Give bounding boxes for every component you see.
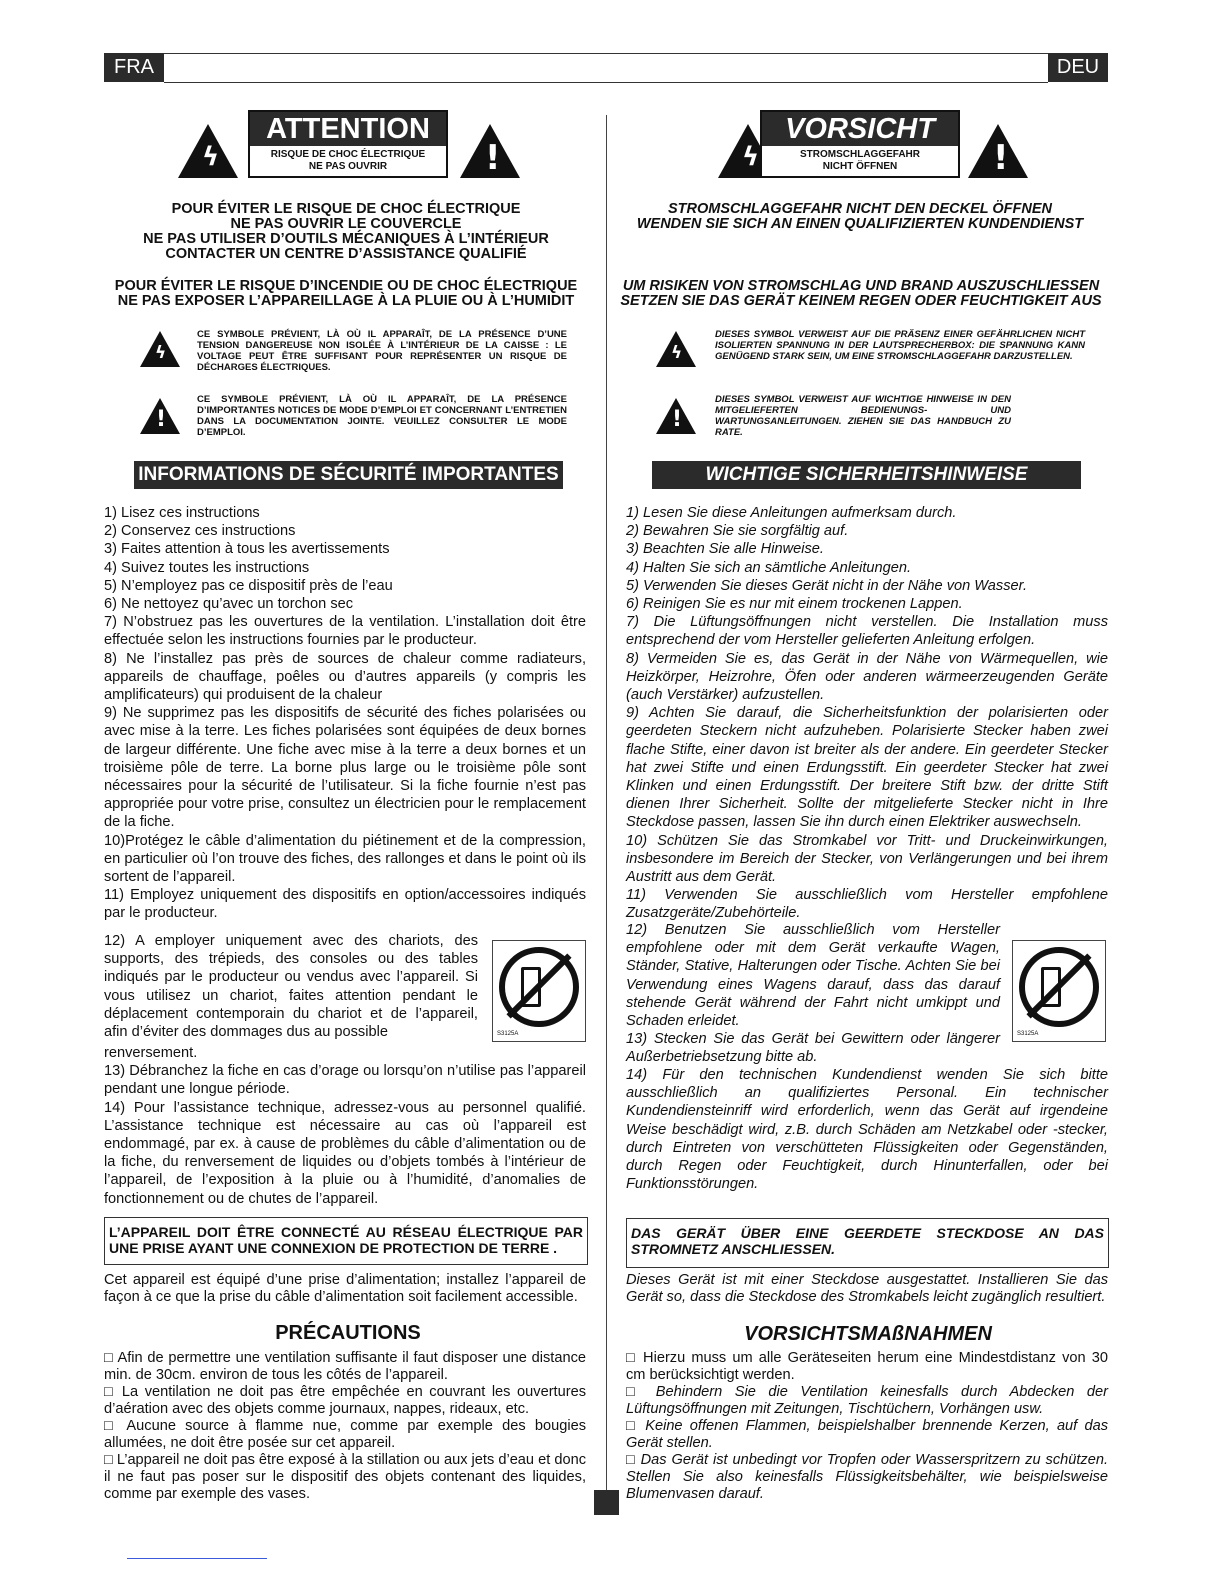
de-shock-line: STROMSCHLAGGEFAHR NICHT DEN DECKEL ÖFFNEN xyxy=(668,201,1052,217)
de-fire-line: UM RISIKEN VON STROMSCHLAG UND BRAND AUSZUSCHLIESSEN xyxy=(622,278,1100,294)
fr-shock-block xyxy=(104,202,588,262)
list-item: 10)Protégez le câble d’alimentation du piétinement et de la compression, en particulier où l’on trouve des fiches, des rallonges et dans le point où ils sortent de l’appareil. xyxy=(104,832,586,886)
lang-tag-fra: FRA xyxy=(104,53,164,82)
attention-sub2: NE PAS OUVRIR xyxy=(308,161,388,172)
fr-cart-code: S3125A xyxy=(497,1031,519,1037)
lang-tag-deu: DEU xyxy=(1048,53,1108,82)
list-item: 11) Employez uniquement des dispositifs en option/accessoires indiqués par le producteur. xyxy=(104,887,586,922)
vorsicht-sub2: NICHT ÖFFNEN xyxy=(822,161,898,172)
fr-fire-line: POUR ÉVITER LE RISQUE D’INCENDIE OU DE CHOC ÉLECTRIQUE xyxy=(114,278,578,294)
de-bolt-symbol-icon: ϟ xyxy=(656,331,696,367)
de-section-title: WICHTIGE SICHERHEITSHINWEISE xyxy=(652,461,1081,489)
list-item: □ L’appareil ne doit pas être exposé à la stillation ou aux jets d’eau et donc il ne faut pas poser sur le dispositif des objets contenant des liquides, comme par exemple des vases. xyxy=(104,1452,586,1502)
list-item: 5) Verwenden Sie dieses Gerät nicht in der Nähe von Wasser. xyxy=(626,577,1027,594)
fr-symbol1-text: CE SYMBOLE PRÉVIENT, LÀ OÙ IL APPARAÎT, DE LA PRÉSENCE D’UNE TENSION DANGEREUSE NON ISOLÉE À L’INTÉRIEUR DE LA CAISSE : LE VOLTAGE PEUT ÊTRE SUFFISANT POUR REPRÉSENTER UN RISQUE DE DÉCHARGES ÉLECTRIQUES. xyxy=(197,329,567,373)
fr-instructions-bottom xyxy=(104,1044,586,1208)
list-item: □ Afin de permettre une ventilation suffisante il faut disposer une distance min. de 30cm. environ de tous les côtés de l’appareil. xyxy=(104,1350,586,1383)
de-cart-code: S3125A xyxy=(1017,1031,1039,1037)
list-item: 10) Schützen Sie das Stromkabel vor Tritt- und Druckeinwirkungen, insbesondere im Bereich der Stecker, von Verlängerungen und bei ihrem Austritt aus dem Gerät. xyxy=(626,832,1108,886)
de-shock-line: WENDEN SIE SICH AN EINEN QUALIFIZIERTEN KUNDENDIENST xyxy=(636,216,1084,232)
de-shock-block xyxy=(620,202,1100,232)
list-item: 2) Conservez ces instructions xyxy=(104,523,296,540)
list-item: 7) Die Lüftungsöffnungen nicht verstellen. Die Installation muss entsprechend der vom Hersteller gelieferten Anleitung erfolgen. xyxy=(626,614,1108,649)
de-item-12: 12) Benutzen Sie ausschließlich vom Hersteller empfohlene oder mit dem Gerät verkaufte Wagen, Ständer, Stative, Halterungen oder Tische. Achten Sie bei Verwendung eines Wagens darauf, dass das darauf stehende Gerät während der Fahrt nicht umkippt und Schaden erleidet. xyxy=(626,922,1000,1030)
list-item: 6) Ne nettoyez qu’avec un torchon sec xyxy=(104,596,354,613)
fr-cart-warning-icon xyxy=(492,940,586,1042)
fr-precautions-title: PRÉCAUTIONS xyxy=(275,1322,421,1344)
list-item: 9) Ne supprimez pas les dispositifs de sécurité des fiches polarisées ou avec mise à la terre. Les fiches polarisées sont équipées de deux bornes de largeur différente. Une fiche avec mise à la terre a deux bornes et un troisième pôle de terre. La borne plus large ou le troisième pôle sont nécessaires pour la sécurité de l’utilisateur. Si la fiche fournie n’est pas appropriée pour votre prise, consultez un électricien pour le remplacement de la fiche. xyxy=(104,705,586,831)
vorsicht-sub1: STROMSCHLAGGEFAHR xyxy=(800,149,920,160)
exclamation-warning-icon: ! xyxy=(460,124,520,178)
list-item: 4) Halten Sie sich an sämtliche Anleitungen. xyxy=(626,559,912,576)
footer-rule xyxy=(127,1558,267,1559)
de-fire-line: SETZEN SIE DAS GERÄT KEINEM REGEN ODER FEUCHTIGKEIT AUS xyxy=(620,293,1102,309)
de-precautions-title: VORSICHTSMAßNAHMEN xyxy=(744,1323,992,1345)
de-plug-text: Dieses Gerät ist mit einer Steckdose ausgestattet. Installieren Sie das Gerät so, dass die Steckdose des Stromkabels leicht zugänglich resultiert. xyxy=(626,1272,1108,1305)
fr-section-title: INFORMATIONS DE SÉCURITÉ IMPORTANTES xyxy=(134,461,563,489)
page-marker xyxy=(594,1490,619,1515)
fr-shock-line: POUR ÉVITER LE RISQUE DE CHOC ÉLECTRIQUE xyxy=(171,201,521,217)
fr-symbol2-text: CE SYMBOLE PRÉVIENT, LÀ OÙ IL APPARAÎT, DE LA PRÉSENCE D’IMPORTANTES NOTICES DE MODE D’EMPLOI ET CONCERNANT L’ENTRETIEN DANS LA DOCUMENTATION JOINTE. VEUILLEZ CONSULTER LE MODE D’EMPLOI. xyxy=(197,394,567,438)
list-item: renversement. xyxy=(104,1045,198,1061)
column-divider xyxy=(606,115,607,1490)
list-item: □ Behindern Sie die Ventilation keinesfalls durch Abdecken der Lüftungsöffnungen mit Zeitungen, Tischtüchern, Vorhängen usw. xyxy=(626,1384,1108,1417)
de-exclamation-symbol-icon: ! xyxy=(656,398,696,434)
attention-sub1: RISQUE DE CHOC ÉLECTRIQUE xyxy=(270,149,426,160)
list-item: 11) Verwenden Sie ausschließlich vom Hersteller empfohlene Zusatzgeräte/Zubehörteile. xyxy=(626,887,1108,922)
vorsicht-label xyxy=(760,110,960,178)
list-item: □ Hierzu muss um alle Geräteseiten herum eine Mindestdistanz von 30 cm berücksichtigt werden. xyxy=(626,1350,1108,1383)
list-item: 14) Pour l’assistance technique, adressez-vous au personnel qualifié. L’assistance technique est nécessaire au cas où l’appareil est endommagé, par ex. à cause de problèmes du câble d’alimentation ou de la fiche, du renversement de liquides ou d’objets tombés à l’intérieur de l’appareil, de l’exposition à la pluie ou à l’humidité, d’anomalies de fonctionnement ou de chutes de l’appareil. xyxy=(104,1099,586,1207)
list-item: 2) Bewahren Sie sie sorgfältig auf. xyxy=(626,523,849,540)
de-item-14: 14) Für den technischen Kundendienst wenden Sie sich bitte ausschließlich an qualifiziertes Personal. Ein technischer Kundendiensteinriff wird erforderlich, wenn das Gerät auf irgendeine Weise beschädigt wird, z.B. durch Schäden am Netzkabel oder -stecker, durch Eintreten von verschütteten Flüssigkeiten oder Gegenständen, durch Regen oder Feuchtigkeit, durch Hinunterfallen, oder bei Funktionsstörungen. xyxy=(626,1067,1108,1193)
list-item: □ Keine offenen Flammen, beispielshalber brennende Kerzen, auf das Gerät stellen. xyxy=(626,1418,1108,1451)
attention-title: ATTENTION xyxy=(250,112,446,146)
de-fire-block xyxy=(612,279,1110,309)
list-item: 8) Vermeiden Sie es, das Gerät in der Nähe von Wärmequellen, wie Heizkörper, Heizrohre, Öfen oder anderen wärmeerzeugenden Geräte (auch Verstärker) aufzustellen. xyxy=(626,650,1108,704)
fr-exclamation-symbol-icon: ! xyxy=(140,398,180,434)
list-item: 1) Lesen Sie diese Anleitungen aufmerksam durch. xyxy=(626,505,957,521)
list-item: 5) N’employez pas ce dispositif près de l’eau xyxy=(104,577,393,594)
header-rule xyxy=(164,53,1048,83)
list-item: □ La ventilation ne doit pas être empêchée en couvrant les ouvertures d’aération avec des objets comme journaux, nappes, rideaux, etc. xyxy=(104,1384,586,1417)
fr-ground-warning-box: L’APPAREIL DOIT ÊTRE CONNECTÉ AU RÉSEAU ÉLECTRIQUE PAR UNE PRISE AYANT UNE CONNEXION DE PROTECTION DE TERRE . xyxy=(104,1217,588,1265)
list-item: 8) Ne l’installez pas près de sources de chaleur comme radiateurs, appareils de chauffage, poêles ou d’autres appareils (y compris les amplificateurs) qui produisent de la chaleur xyxy=(104,650,586,704)
list-item: □ Aucune source à flamme nue, comme par exemple des bougies allumées, ne doit être posée sur cet appareil. xyxy=(104,1418,586,1451)
list-item: 1) Lisez ces instructions xyxy=(104,505,260,521)
list-item: 7) N’obstruez pas les ouvertures de la ventilation. L’installation doit être effectuée selon les instructions fournies par le producteur. xyxy=(104,614,586,649)
de-ground-warning-box: DAS GERÄT ÜBER EINE GEERDETE STECKDOSE AN DAS STROMNETZ ANSCHLIESSEN. xyxy=(626,1218,1109,1268)
fr-item-12: 12) A employer uniquement avec des chariots, des supports, des trépieds, des consoles ou des tables indiqués par le producteur ou vendus avec l’appareil. Si vous utilisez un chariot, faites attention pendant le déplacement contemporain du chariot et de l’appareil, afin d’éviter des dommages dus au possible xyxy=(104,933,478,1041)
fr-fire-block xyxy=(104,279,588,309)
attention-label xyxy=(248,110,448,178)
fr-shock-line: NE PAS OUVRIR LE COUVERCLE xyxy=(230,216,462,232)
fr-instructions-top xyxy=(104,504,586,923)
fr-bolt-symbol-icon: ϟ xyxy=(140,331,180,367)
fr-shock-line: NE PAS UTILISER D’OUTILS MÉCANIQUES À L’INTÉRIEUR xyxy=(143,231,549,247)
list-item: □ Das Gerät ist unbedingt vor Tropfen oder Wasserspritzern zu schützen. Stellen Sie also keinesfalls Flüssigkeitsbehälter, wie beispielsweise Blumenvasen darauf. xyxy=(626,1452,1108,1502)
list-item: 3) Beachten Sie alle Hinweise. xyxy=(626,541,824,558)
shock-warning-icon: ϟ xyxy=(178,124,238,178)
de-instructions-top xyxy=(626,504,1108,923)
de-item-13: 13) Stecken Sie das Gerät bei Gewittern oder längerer Außerbetriebsetzung bitte ab. xyxy=(626,1031,1000,1066)
list-item: 13) Débranchez la fiche en cas d’orage ou lorsqu’on n’utilise pas l’appareil pendant une longue période. xyxy=(104,1063,586,1098)
fr-shock-line: CONTACTER UN CENTRE D’ASSISTANCE QUALIFIÉ xyxy=(165,246,527,262)
fr-fire-line: NE PAS EXPOSER L’APPAREILLAGE À LA PLUIE OU À L’HUMIDIT xyxy=(117,293,575,309)
fr-plug-text: Cet appareil est équipé d’une prise d’alimentation; installez l’appareil de façon à ce que la prise du câble d’alimentation soit facilement accessible. xyxy=(104,1272,586,1305)
list-item: 3) Faites attention à tous les avertissements xyxy=(104,541,390,558)
exclamation-warning-icon: ! xyxy=(968,124,1028,178)
fr-precautions-list xyxy=(104,1350,586,1503)
de-precautions-list xyxy=(626,1350,1108,1503)
shock-warning-icon: ϟ xyxy=(718,124,778,178)
de-symbol2-text: DIESES SYMBOL VERWEIST AUF WICHTIGE HINWEISE IN DEN MITGELIEFERTEN BEDIENUNGS- UND WARTUNGSANLEITUNGEN. ZIEHEN SIE DAS HANDBUCH ZU RATE. xyxy=(715,394,1011,438)
de-cart-warning-icon xyxy=(1012,940,1106,1042)
vorsicht-title: VORSICHT xyxy=(762,112,958,146)
list-item: 6) Reinigen Sie es nur mit einem trockenen Lappen. xyxy=(626,596,963,613)
de-symbol1-text: DIESES SYMBOL VERWEIST AUF DIE PRÄSENZ EINER GEFÄHRLICHEN NICHT ISOLIERTEN SPANNUNG IN DER LAUTSPRECHERBOX: DIE SPANNUNG KANN GENÜGEND STARK SEIN, UM EINE STROMSCHLAGGEFAHR DARZUSTELLEN. xyxy=(715,329,1085,362)
list-item: 4) Suivez toutes les instructions xyxy=(104,559,310,576)
list-item: 9) Achten Sie darauf, die Sicherheitsfunktion der polarisierten oder geerdeten Steckern nicht aufzuheben. Polarisierte Stecker haben zwei flache Stifte, einer davon ist breiter als der andere. Ein geerdeter Stecker hat zwei Stifte und einen Erdungsstift. Ein geerdeter Stecker hat zwei Klinken und einen Erdungsstift. Der breitere Stift bzw. der dritte Stift dienen Ihrer Sicherheit. Sollte der mitgelieferte Stecker nicht in Ihre Steckdose passen, lassen Sie ihn durch einen Elektriker auswechseln. xyxy=(626,705,1108,831)
